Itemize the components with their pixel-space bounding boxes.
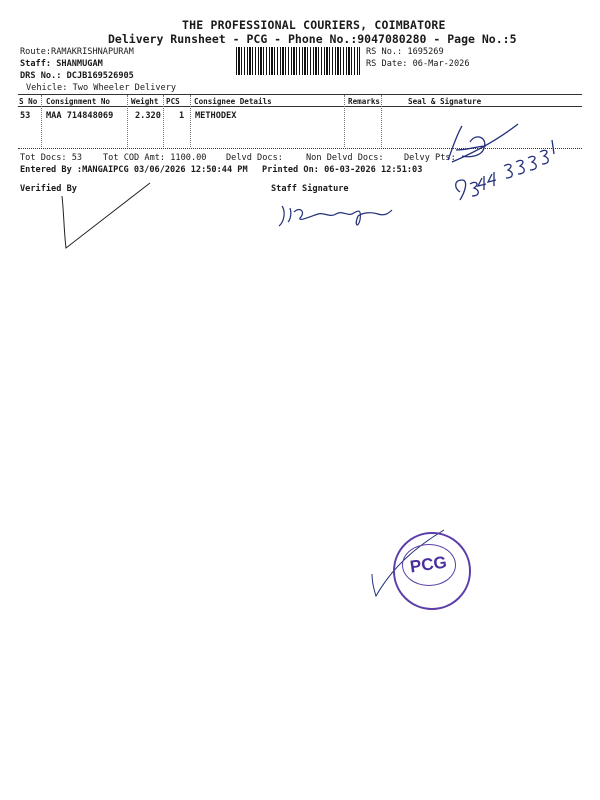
route-value: RAMAKRISHNAPURAM xyxy=(51,47,134,57)
cell-weight: 2.320 xyxy=(135,111,161,121)
rs-date-label: RS Date: xyxy=(366,59,408,69)
th-consignment: Consignment No xyxy=(46,97,111,106)
rs-no-label: RS No.: xyxy=(366,47,403,57)
drs-value: DCJB169526905 xyxy=(66,71,134,81)
vehicle-value: Two Wheeler Delivery xyxy=(72,83,177,93)
verified-tick-mark xyxy=(62,183,150,248)
th-seal: Seal & Signature xyxy=(408,97,482,106)
th-consignee: Consignee Details xyxy=(194,97,272,106)
company-title: THE PROFESSIONAL COURIERS, COIMBATORE xyxy=(182,18,446,32)
th-pcs: PCS xyxy=(166,97,180,106)
seal-signature-mark xyxy=(448,124,518,162)
rs-no-value: 1695269 xyxy=(407,47,444,57)
th-remarks: Remarks xyxy=(348,97,381,106)
non-delvd-docs: Non Delvd Docs: xyxy=(306,153,384,163)
printed-on: Printed On: 06-03-2026 12:51:03 xyxy=(262,165,423,175)
staff-value: SHANMUGAM xyxy=(56,59,103,69)
staff-signature-label: Staff Signature xyxy=(271,184,349,194)
pcg-stamp-text: PCG xyxy=(408,552,448,577)
tot-cod: Tot COD Amt: 1100.00 xyxy=(103,153,207,163)
delvd-docs: Delvd Docs: xyxy=(226,153,283,163)
runsheet-title: Delivery Runsheet - PCG - Phone No.:9047080280 - Page No.:5 xyxy=(108,32,517,46)
entered-by: Entered By :MANGAIPCG 03/06/2026 12:50:44 PM xyxy=(20,165,248,175)
tot-docs: Tot Docs: 53 xyxy=(20,153,83,163)
cell-consignment: MAA 714848069 xyxy=(46,111,114,121)
rs-date-value: 06-Mar-2026 xyxy=(412,59,470,69)
cell-pcs: 1 xyxy=(179,111,185,121)
vehicle-label: Vehicle: xyxy=(26,83,68,93)
route-label: Route: xyxy=(20,47,52,57)
drs-label: DRS No.: xyxy=(20,71,62,81)
th-weight: Weight xyxy=(131,97,159,106)
staff-label: Staff: xyxy=(20,59,52,69)
cell-consignee: METHODEX xyxy=(195,111,237,121)
delvy-pts: Delvy Pts: xyxy=(404,153,456,163)
verified-by-label: Verified By xyxy=(20,184,77,194)
cell-sno: 53 xyxy=(20,111,31,121)
th-sno: S No xyxy=(19,97,38,106)
staff-signature-mark xyxy=(279,206,392,226)
